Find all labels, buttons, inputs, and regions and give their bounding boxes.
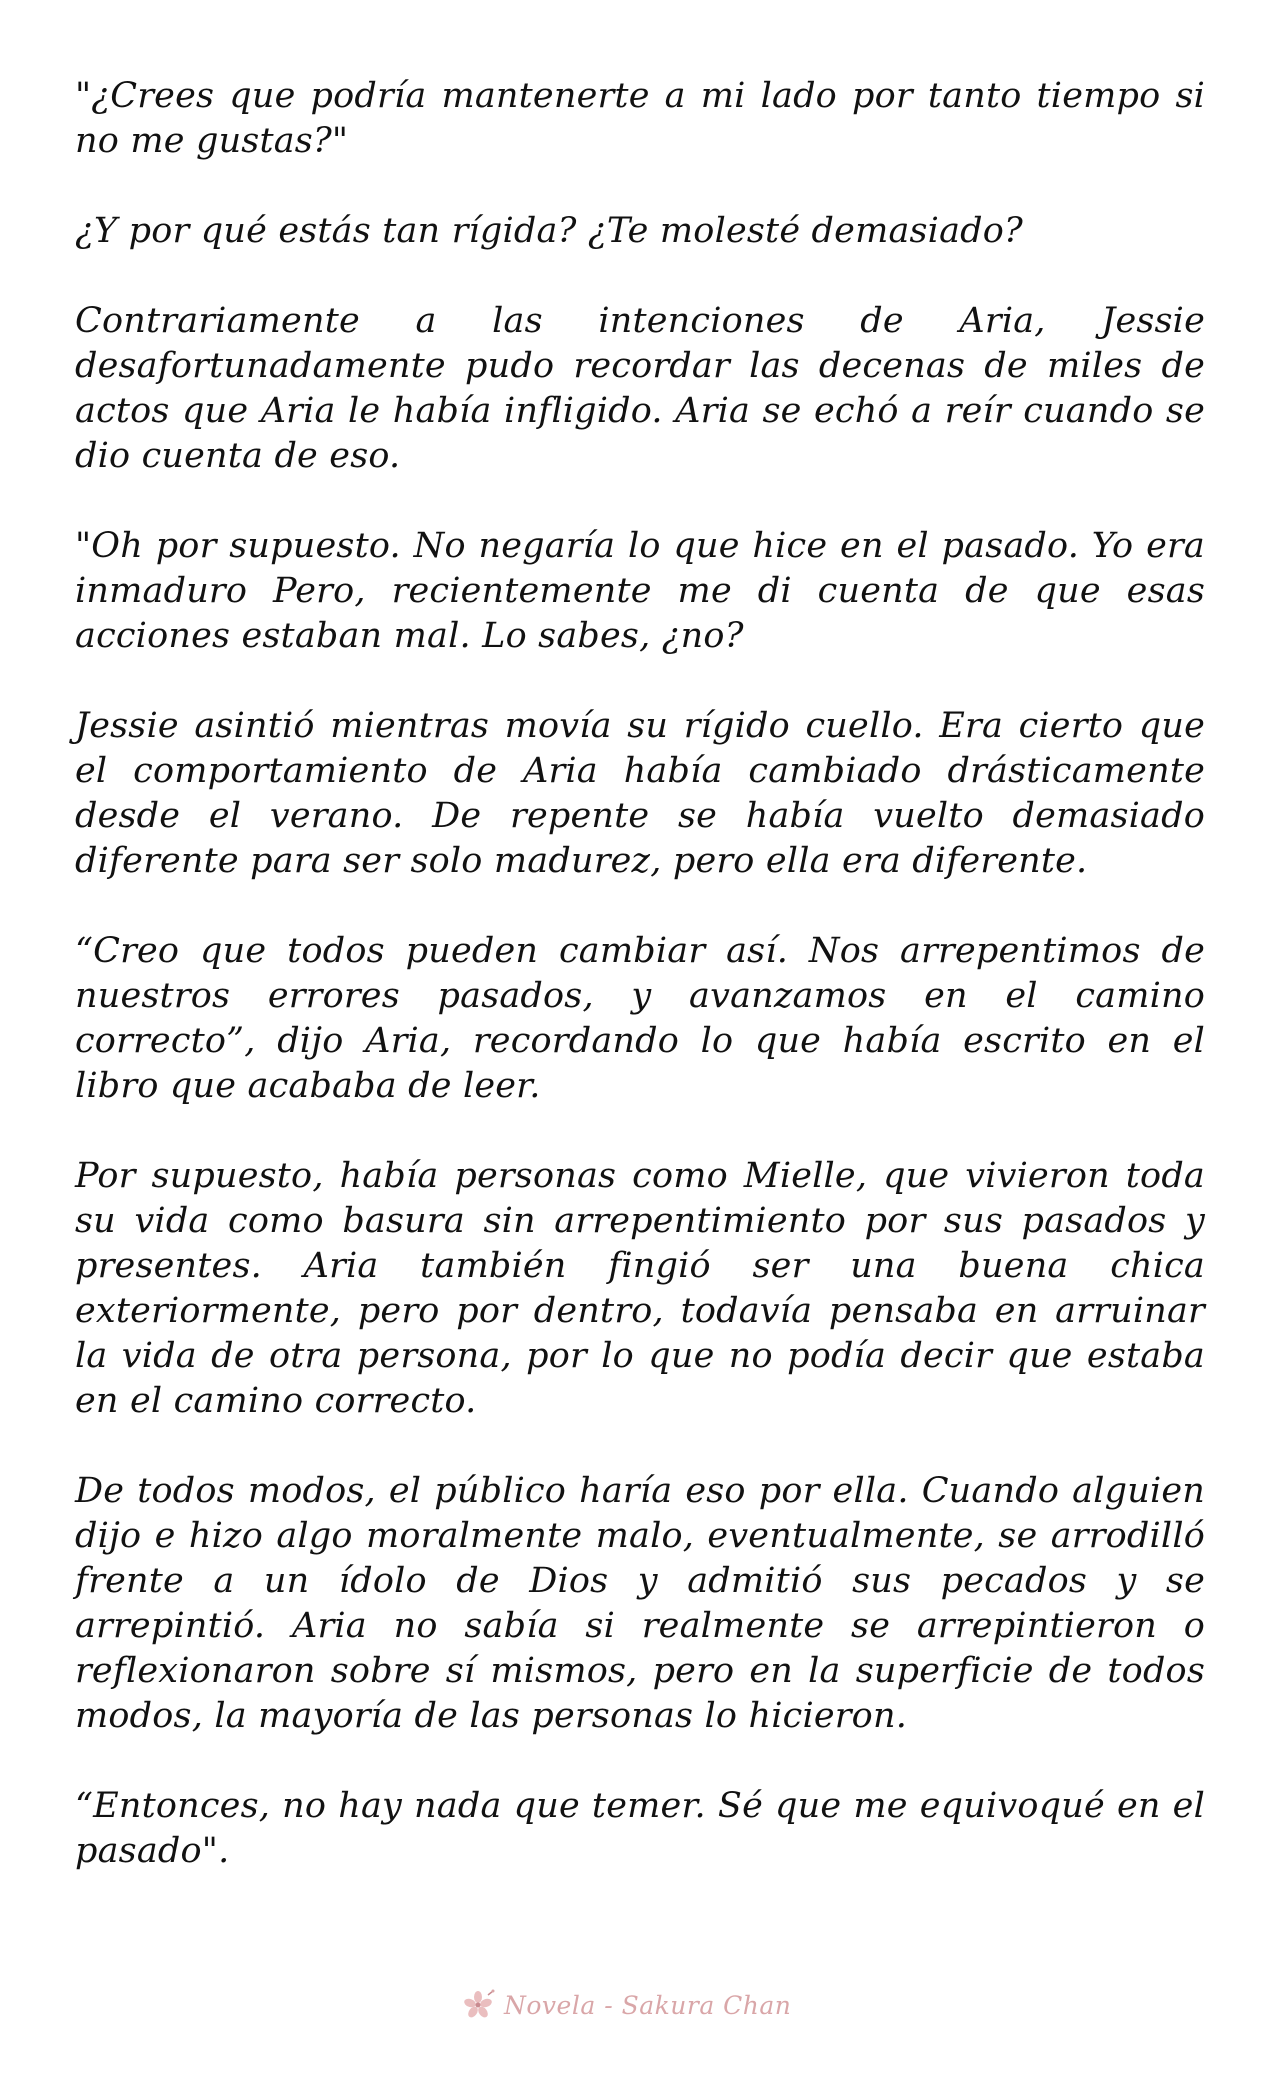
paragraph-4: "Oh por supuesto. No negaría lo que hice en el pasado. Yo era inmaduro Pero, recientemente me di cuenta de que esas acciones estaban mal. Lo sabes, ¿no?	[75, 526, 1205, 656]
paragraph-3: Contrariamente a las intenciones de Aria, Jessie desafortunadamente pudo recordar las decenas de miles de actos que Aria le había infligido. Aria se echó a reír cuando se dio cuenta de eso.	[75, 301, 1205, 476]
sakura-flower-icon	[460, 1987, 496, 2023]
paragraph-2: ¿Y por qué estás tan rígida? ¿Te molesté demasiado?	[75, 211, 1023, 251]
paragraph-9: “Entonces, no hay nada que temer. Sé que me equivoqué en el pasado".	[75, 1786, 1205, 1871]
paragraph-1: "¿Crees que podría mantenerte a mi lado por tanto tiempo si no me gustas?"	[75, 76, 1205, 161]
watermark-text: Novela - Sakura Chan	[504, 1990, 792, 2020]
paragraph-7: Por supuesto, había personas como Mielle, que vivieron toda su vida como basura sin arrepentimiento por sus pasados y presentes. Aria también fingió ser una buena chica exteriormente, pero por dentro, todavía pensaba en arruinar la vida de otra persona, por lo que no podía decir que estaba en el camino correcto.	[75, 1156, 1205, 1421]
watermark	[460, 1985, 791, 2025]
paragraph-6: “Creo que todos pueden cambiar así. Nos arrepentimos de nuestros errores pasados, y avanzamos en el camino correcto”, dijo Aria, recordando lo que había escrito en el libro que acababa de leer.	[75, 931, 1205, 1106]
paragraph-5: Jessie asintió mientras movía su rígido cuello. Era cierto que el comportamiento de Aria había cambiado drásticamente desde el verano. De repente se había vuelto demasiado diferente para ser solo madurez, pero ella era diferente.	[75, 706, 1205, 881]
paragraph-8: De todos modos, el público haría eso por ella. Cuando alguien dijo e hizo algo moralmente malo, eventualmente, se arrodilló frente a un ídolo de Dios y admitió sus pecados y se arrepintió. Aria no sabía si realmente se arrepintieron o reflexionaron sobre sí mismos, pero en la superficie de todos modos, la mayoría de las personas lo hicieron.	[75, 1471, 1205, 1736]
